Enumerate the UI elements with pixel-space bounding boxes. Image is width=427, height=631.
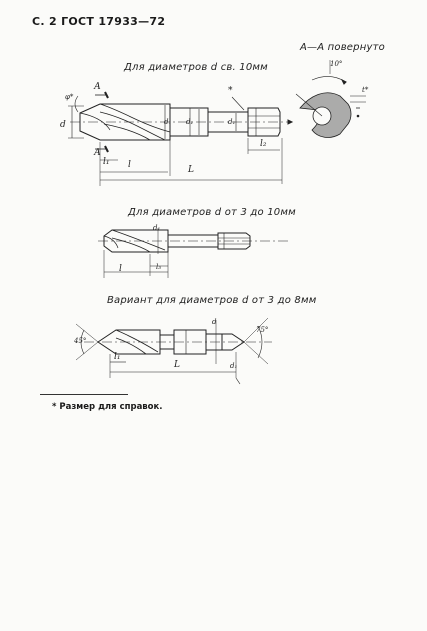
fig1-d1-label-c: d₁	[228, 118, 236, 126]
fig3-tap-drawing	[76, 318, 272, 384]
fig1-phi-label: φ*	[65, 93, 74, 101]
fig3-L-label: L	[174, 360, 180, 370]
section-a-drawing	[296, 60, 369, 137]
fig3-d-label: d	[212, 318, 217, 326]
fig2-l-label: l	[119, 264, 122, 274]
fig1-section-mark-bottom: А	[94, 148, 101, 158]
section-a-angle: 10°	[330, 60, 343, 68]
section-a-caption: А—А повернуто	[300, 42, 385, 53]
page-header: С. 2 ГОСТ 17933—72	[32, 15, 166, 28]
fig1-caption: Для диаметров d св. 10мм	[124, 62, 268, 73]
fig2-l3-label: l₃	[156, 263, 162, 271]
fig1-d1-label-a: d₁	[164, 118, 172, 126]
fig1-section-mark-top: А	[94, 82, 101, 92]
fig1-d1-label-b: d₁	[186, 118, 194, 126]
fig2-d1-label: d₁	[153, 224, 161, 232]
fig1-l1-label: l₁	[103, 157, 110, 167]
fig1-l-label: l	[128, 160, 131, 170]
fig1-star-label: *	[228, 86, 233, 96]
fig1-L-label: L	[188, 165, 194, 175]
section-a-t-label: t*	[362, 86, 369, 94]
fig3-angle-left: 45°	[74, 337, 87, 345]
fig1-l2-label: l₂	[260, 139, 267, 149]
fig2-tap-drawing	[98, 228, 290, 278]
fig1-tap-drawing	[68, 92, 292, 186]
fig2-caption: Для диаметров d от 3 до 10мм	[128, 207, 296, 218]
fig3-l1-label: l₁	[114, 352, 121, 362]
fig3-angle-right: 75°	[256, 326, 269, 334]
fig3-d1-label: d₁	[230, 362, 238, 370]
footnote: * Размер для справок.	[52, 402, 163, 412]
fig3-caption: Вариант для диаметров d от 3 до 8мм	[107, 295, 317, 306]
fig1-d-label: d	[60, 120, 66, 130]
